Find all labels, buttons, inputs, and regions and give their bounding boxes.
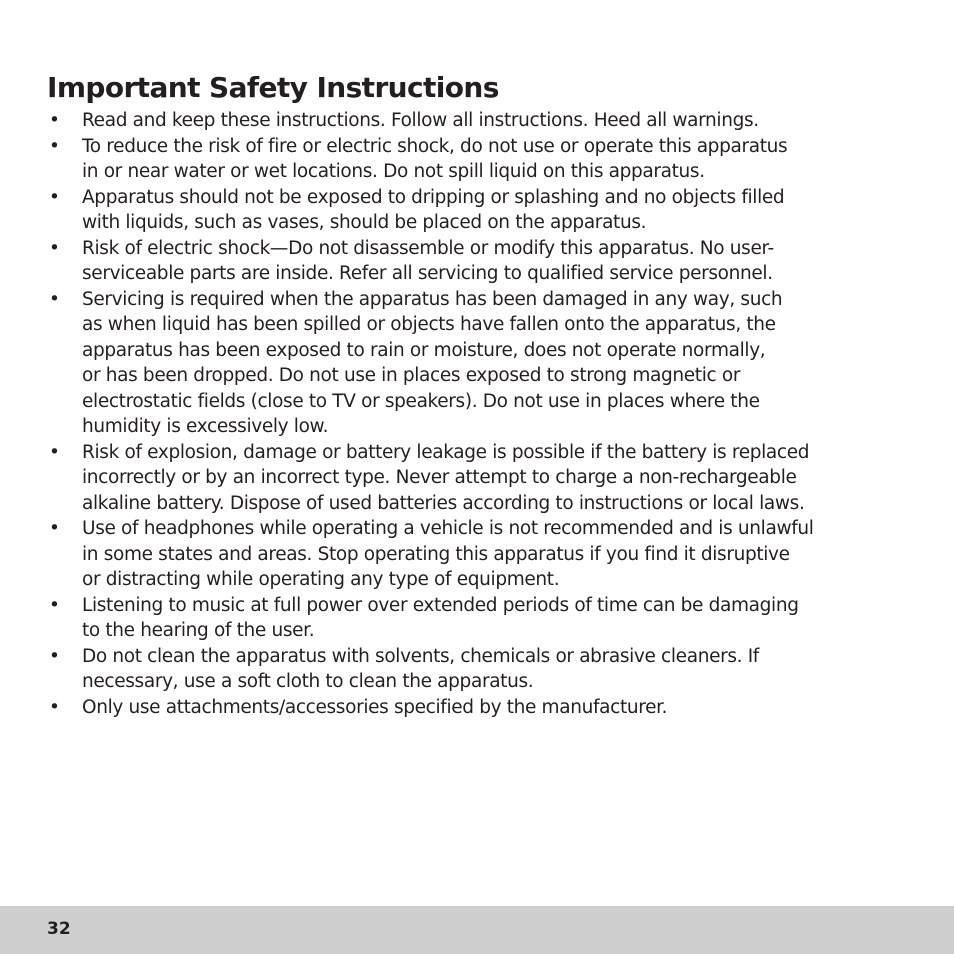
footer-bar	[0, 906, 954, 954]
bullet-icon: •	[49, 696, 60, 718]
bullet-icon: •	[49, 135, 60, 157]
instruction-text-line: To reduce the risk of fire or electric shock, do not use or operate this apparatus	[82, 135, 788, 157]
bullet-icon: •	[49, 288, 60, 310]
list-item	[0, 108, 900, 134]
list-item	[0, 695, 900, 721]
instruction-text-line: or distracting while operating any type of equipment.	[82, 569, 560, 590]
list-item	[0, 440, 900, 517]
bullet-icon: •	[49, 441, 60, 463]
list-item	[0, 644, 900, 695]
instruction-text-line: Listening to music at full power over extended periods of time can be damaging	[82, 594, 799, 616]
instruction-text-line: Risk of electric shock—Do not disassemble or modify this apparatus. No user-	[82, 237, 774, 259]
bullet-icon: •	[49, 645, 60, 667]
instruction-text-line: humidity is excessively low.	[82, 416, 329, 437]
list-item	[0, 185, 900, 236]
instruction-text-line: apparatus has been exposed to rain or moisture, does not operate normally,	[82, 339, 766, 361]
instruction-text-line: Servicing is required when the apparatus has been damaged in any way, such	[82, 288, 783, 310]
bullet-icon: •	[49, 186, 60, 208]
safety-instruction-list	[0, 108, 900, 720]
list-item	[0, 287, 900, 440]
instruction-text-line: Do not clean the apparatus with solvents, chemicals or abrasive cleaners. If	[82, 645, 759, 667]
instruction-text-line: in or near water or wet locations. Do not spill liquid on this apparatus.	[82, 161, 705, 182]
bullet-icon: •	[49, 594, 60, 616]
bullet-icon: •	[49, 110, 60, 131]
instruction-text-line: electrostatic fields (close to TV or speakers). Do not use in places where the	[82, 390, 760, 412]
instruction-text-line: incorrectly or by an incorrect type. Never attempt to charge a non-rechargeable	[82, 467, 797, 488]
instruction-text-line: alkaline battery. Dispose of used batteries according to instructions or local laws.	[82, 492, 805, 514]
instruction-text-line: Only use attachments/accessories specified by the manufacturer.	[82, 696, 668, 718]
instruction-text-line: serviceable parts are inside. Refer all servicing to qualified service personnel.	[82, 263, 773, 284]
instruction-text-line: in some states and areas. Stop operating this apparatus if you find it disruptive	[82, 543, 790, 565]
instruction-text-line: Use of headphones while operating a vehicle is not recommended and is unlawful	[82, 518, 814, 539]
list-item	[0, 593, 900, 644]
list-item	[0, 236, 900, 287]
instruction-text-line: as when liquid has been spilled or objects have fallen onto the apparatus, the	[82, 314, 776, 335]
bullet-icon: •	[49, 518, 60, 539]
list-item	[0, 134, 900, 185]
list-item	[0, 516, 900, 593]
page-title: Important Safety Instructions	[47, 71, 499, 104]
instruction-text-line: Risk of explosion, damage or battery leakage is possible if the battery is replaced	[82, 441, 810, 463]
page-number: 32	[47, 919, 71, 939]
instruction-text-line: necessary, use a soft cloth to clean the apparatus.	[82, 671, 534, 692]
instruction-text-line: with liquids, such as vases, should be placed on the apparatus.	[82, 212, 647, 233]
instruction-text-line: or has been dropped. Do not use in places exposed to strong magnetic or	[82, 365, 741, 386]
bullet-icon: •	[49, 237, 60, 259]
instruction-text-line: to the hearing of the user.	[82, 620, 315, 641]
instruction-text-line: Apparatus should not be exposed to dripping or splashing and no objects filled	[82, 186, 785, 208]
instruction-text-line: Read and keep these instructions. Follow all instructions. Heed all warnings.	[82, 110, 759, 131]
